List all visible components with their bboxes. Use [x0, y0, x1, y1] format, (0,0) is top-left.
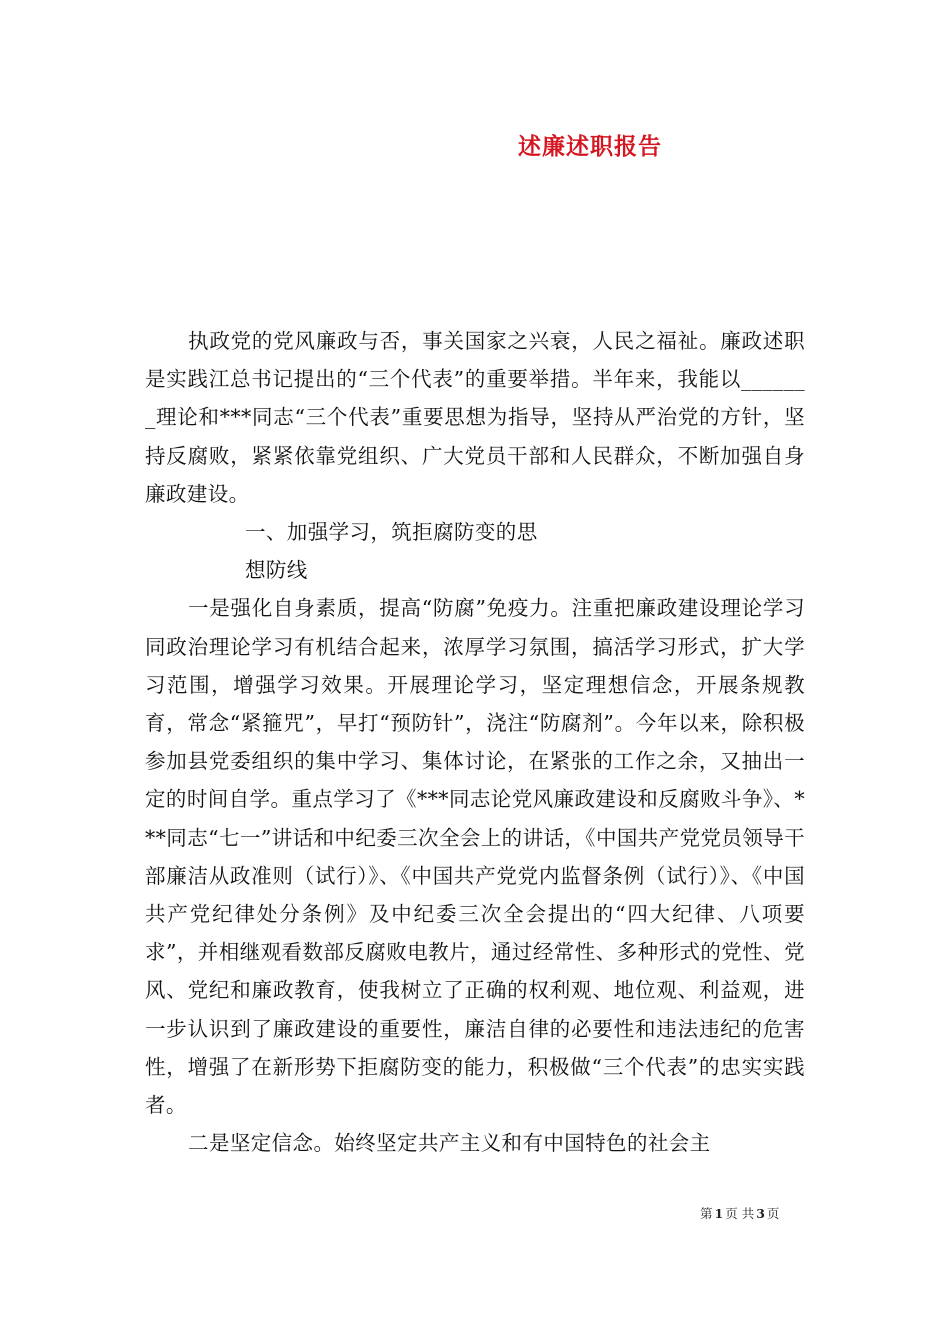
footer-total-pages: 3	[756, 1206, 765, 1221]
intro-paragraph: 执政党的党风廉政与否，事关国家之兴衰，人民之福祉。廉政述职是实践江总书记提出的“三个代表”的重要举措。半年来，我能以_______理论和***同志“三个代表”重要思想为指导，坚持从严治党的方针，坚持反腐败，紧紧依靠党组织、广大党员干部和人民群众，不断加强自身廉政建设。	[145, 329, 805, 506]
document-title: 述廉述职报告	[518, 133, 662, 160]
footer-prefix: 第	[700, 1206, 713, 1221]
page-footer	[700, 1204, 820, 1222]
document-body	[145, 322, 805, 1162]
body-paragraph-1: 一是强化自身素质，提高“防腐”免疫力。注重把廉政建设理论学习同政治理论学习有机结合起来，浓厚学习氛围，搞活学习形式，扩大学习范围，增强学习效果。开展理论学习，坚定理想信念，开展条规教育，常念“紧箍咒”，早打“预防针”，浇注“防腐剂”。今年以来，除积极参加县党委组织的集中学习、集体讨论，在紧张的工作之余，又抽出一定的时间自学。重点学习了《***同志论党风廉政建设和反腐败斗争》、***同志“七一”讲话和中纪委三次全会上的讲话，《中国共产党党员领导干部廉洁从政准则（试行）》、《中国共产党党内监督条例（试行）》、《中国共产党纪律处分条例》及中纪委三次全会提出的“四大纪律、八项要求”，并相继观看数部反腐败电教片，通过经常性、多种形式的党性、党风、党纪和廉政教育，使我树立了正确的权利观、地位观、利益观，进一步认识到了廉政建设的重要性，廉洁自律的必要性和违法违纪的危害性，增强了在新形势下拒腐防变的能力，积极做“三个代表”的忠实实践者。	[145, 596, 805, 1118]
section-heading-line-2: 想防线	[245, 558, 308, 583]
footer-current-page: 1	[714, 1206, 724, 1221]
footer-suffix: 页	[766, 1206, 780, 1221]
body-paragraph-2: 二是坚定信念。始终坚定共产主义和有中国特色的社会主	[188, 1131, 711, 1156]
footer-middle: 页 共	[725, 1206, 755, 1221]
section-heading-line-1: 一、加强学习，筑拒腐防变的思	[245, 520, 538, 545]
